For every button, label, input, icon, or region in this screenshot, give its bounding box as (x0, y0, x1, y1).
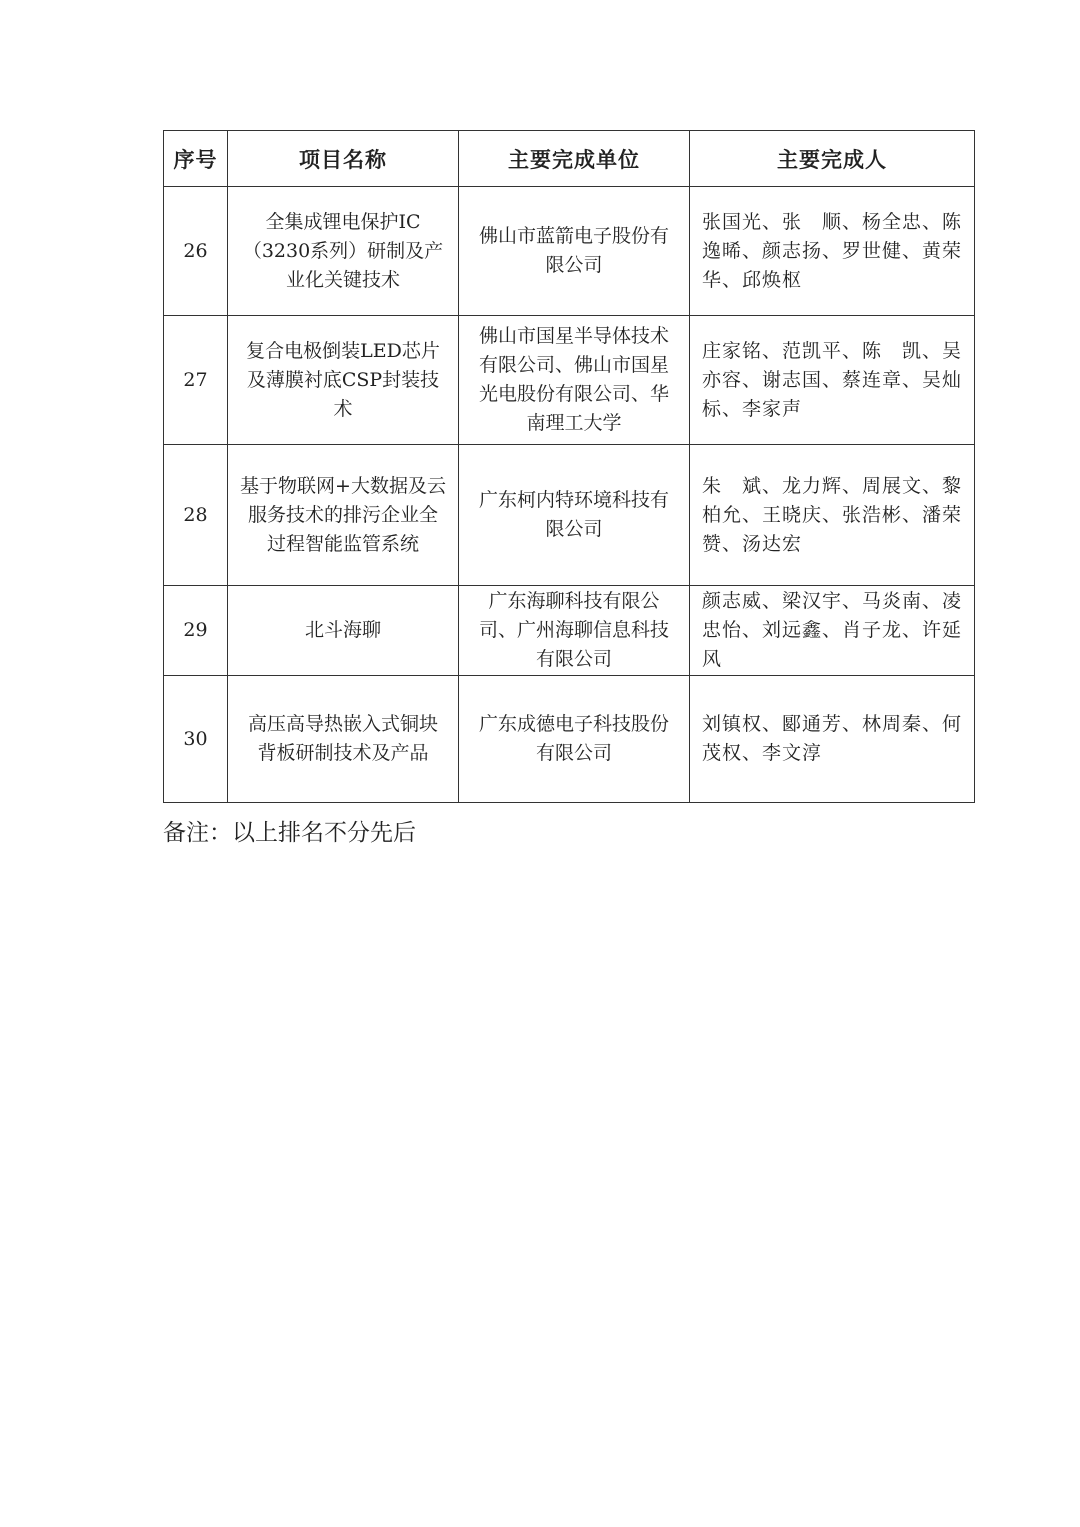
completing-unit-cell: 佛山市蓝箭电子股份有限公司 (459, 187, 690, 316)
project-name-cell: 基于物联网+大数据及云服务技术的排污企业全过程智能监管系统 (228, 445, 459, 586)
header-project-name: 项目名称 (228, 131, 459, 187)
project-name-cell: 全集成锂电保护IC（3230系列）研制及产业化关键技术 (228, 187, 459, 316)
completing-unit-cell: 广东柯内特环境科技有限公司 (459, 445, 690, 586)
header-completing-people: 主要完成人 (690, 131, 975, 187)
completing-unit-cell: 广东海聊科技有限公司、广州海聊信息科技有限公司 (459, 586, 690, 676)
serial-number-cell: 27 (164, 316, 228, 445)
serial-number-cell: 26 (164, 187, 228, 316)
header-serial-number: 序号 (164, 131, 228, 187)
ranking-note: 备注：以上排名不分先后 (163, 820, 416, 846)
completing-people-cell: 颜志威、梁汉宇、马炎南、凌忠怡、刘远鑫、肖子龙、许延风 (690, 586, 975, 676)
table-row (164, 187, 975, 316)
project-name-cell: 北斗海聊 (228, 586, 459, 676)
table-header-row (164, 131, 975, 187)
completing-people-cell: 刘镇权、郾通芳、林周秦、何茂权、李文淳 (690, 676, 975, 803)
completing-people-cell: 庄家铭、范凯平、陈 凯、吴亦容、谢志国、蔡连章、吴灿标、李家声 (690, 316, 975, 445)
project-name-cell: 高压高导热嵌入式铜块背板研制技术及产品 (228, 676, 459, 803)
serial-number-cell: 28 (164, 445, 228, 586)
header-completing-unit: 主要完成单位 (459, 131, 690, 187)
serial-number-cell: 30 (164, 676, 228, 803)
table-row (164, 676, 975, 803)
award-table (163, 130, 975, 803)
completing-people-cell: 张国光、张 顺、杨全忠、陈逸晞、颜志扬、罗世健、黄荣华、邱焕枢 (690, 187, 975, 316)
table-row (164, 316, 975, 445)
serial-number-cell: 29 (164, 586, 228, 676)
project-name-cell: 复合电极倒装LED芯片及薄膜衬底CSP封装技术 (228, 316, 459, 445)
table-row (164, 445, 975, 586)
table-row (164, 586, 975, 676)
completing-people-cell: 朱 斌、龙力辉、周展文、黎柏允、王晓庆、张浩彬、潘荣赞、汤达宏 (690, 445, 975, 586)
completing-unit-cell: 广东成德电子科技股份有限公司 (459, 676, 690, 803)
completing-unit-cell: 佛山市国星半导体技术有限公司、佛山市国星光电股份有限公司、华南理工大学 (459, 316, 690, 445)
